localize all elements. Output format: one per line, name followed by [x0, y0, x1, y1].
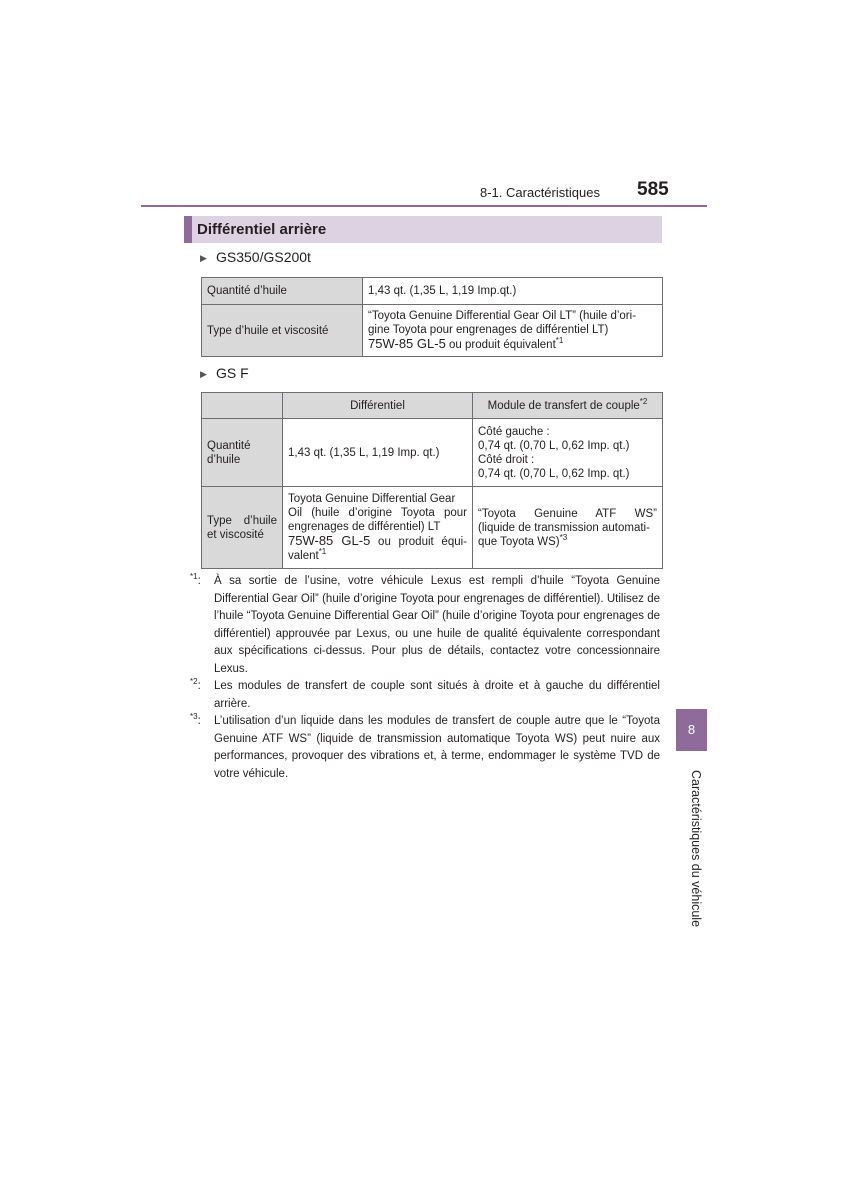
footnote-separator: :: [197, 680, 201, 692]
row-label-line: Quantité: [207, 439, 251, 452]
row-label-quantity: [202, 419, 283, 487]
col-header-module-label: Module de transfert de couple: [487, 399, 640, 412]
subheading-gs350: [200, 249, 311, 265]
header-rule: [141, 205, 707, 207]
footnote-separator: :: [197, 575, 201, 587]
row-label-quantity: Quantité d’huile: [202, 278, 363, 305]
type-diff-line: engrenages de différentiel) LT: [288, 521, 441, 533]
table-row: [202, 278, 663, 305]
type-diff-text: valent: [288, 550, 319, 562]
row-label-line: et viscosité: [207, 528, 264, 541]
footnote-ref: *2: [639, 396, 648, 406]
section-accent: [184, 216, 192, 243]
triangle-bullet-icon: ▶: [200, 253, 207, 263]
table-row: [202, 393, 663, 419]
viscosity-grade: 75W-85 GL-5: [368, 336, 446, 351]
type-diff-line: [288, 534, 467, 549]
row-label-oil-type: [202, 487, 283, 569]
table-row: [202, 305, 663, 357]
row-label-line: Type d’huile: [207, 514, 277, 527]
section-title: Différentiel arrière: [197, 221, 327, 238]
footnote-mark: [190, 573, 214, 591]
type-diff-text: ou produit équi-: [370, 536, 467, 548]
subheading-gs350-label: GS350/GS200t: [216, 249, 311, 265]
subheading-gsf: [200, 365, 249, 381]
type-module-text: que Toyota WS): [478, 535, 560, 548]
viscosity-grade: 75W-85 GL-5: [288, 533, 371, 548]
table-row: [202, 419, 663, 487]
chapter-tab[interactable]: 8: [676, 709, 707, 751]
type-diff-line: Oil (huile d’origine Toyota pour: [288, 507, 467, 519]
footnote-text: Les modules de transfert de couple sont situés à droite et à gauche du différentiel arrière.: [214, 680, 660, 710]
type-module: [473, 487, 663, 569]
gsf-spec-table: [201, 392, 663, 569]
corner-cell: [202, 393, 283, 419]
footnote-mark: [190, 678, 214, 696]
footnote-mark-ref: *2: [190, 677, 198, 687]
type-module-line: (liquide de transmission automati-: [478, 521, 650, 534]
footnotes: [190, 573, 660, 783]
col-header-module: [473, 393, 663, 419]
oil-type-line: [368, 337, 657, 352]
subheading-gsf-label: GS F: [216, 365, 249, 381]
qty-module-line: 0,74 qt. (0,70 L, 0,62 Imp. qt.): [478, 467, 630, 480]
type-diff-line: [288, 549, 467, 563]
footnote-3: [190, 713, 660, 783]
qty-module-line: Côté gauche :: [478, 425, 550, 438]
row-label-line: d’huile: [207, 453, 241, 466]
table-row: [202, 487, 663, 569]
footnote-text: À sa sortie de l’usine, votre véhicule Lexus est rempli d’huile “Toyota Genuine Differential Gear Oil” (huile d’origine Toyota pour engrenages de différentiel). Utilisez de l’huile “Toyota Genuine Differential Gear Oil” (huile d’origine Toyota pour engrenages de différentiel) approuvée par Lexus, ou une huile de qualité équivalente correspondant aux spécifications ci-dessus. Pour plus de détails, contactez votre concessionnaire Lexus.: [214, 575, 660, 675]
footnote-1: [190, 573, 660, 678]
triangle-bullet-icon: ▶: [200, 369, 207, 379]
footnote-separator: :: [197, 715, 201, 727]
qty-module: [473, 419, 663, 487]
footnote-2: [190, 678, 660, 713]
type-diff-line: Toyota Genuine Differential Gear: [288, 493, 456, 505]
oil-type-text: ou produit équivalent: [445, 339, 556, 351]
gs350-spec-table: [201, 277, 663, 357]
row-value-quantity: 1,43 qt. (1,35 L, 1,19 Imp.qt.): [363, 278, 663, 305]
footnote-ref: *1: [318, 547, 327, 557]
qty-module-line: 0,74 qt. (0,70 L, 0,62 Imp. qt.): [478, 439, 630, 452]
page-number: 585: [637, 179, 669, 200]
row-value-oil-type: [363, 305, 663, 357]
qty-differential: 1,43 qt. (1,35 L, 1,19 Imp. qt.): [283, 419, 473, 487]
oil-type-line: “Toyota Genuine Differential Gear Oil LT” (huile d’ori-: [368, 310, 637, 322]
qty-module-line: Côté droit :: [478, 453, 535, 466]
type-module-line: “Toyota Genuine ATF WS”: [478, 507, 657, 520]
footnote-mark-ref: *1: [190, 572, 198, 582]
col-header-differential: Différentiel: [283, 393, 473, 419]
footnote-mark-ref: *3: [190, 712, 198, 722]
running-header: 8-1. Caractéristiques: [480, 185, 600, 200]
footnote-text: L’utilisation d’un liquide dans les modules de transfert de couple autre que le “Toyota Genuine ATF WS” (liquide de transmission automatique Toyota WS) peut nuire aux performances, provoquer des vibrations et, à terme, endommager le système TVD de votre véhicule.: [214, 715, 660, 780]
footnote-mark: [190, 713, 214, 731]
type-differential: [283, 487, 473, 569]
row-label-oil-type: Type d’huile et viscosité: [202, 305, 363, 357]
oil-type-line: gine Toyota pour engrenages de différentiel LT): [368, 324, 609, 336]
footnote-ref: *3: [559, 532, 568, 542]
footnote-ref: *1: [555, 336, 564, 346]
type-module-line: [478, 532, 657, 549]
chapter-side-label: Caractéristiques du véhicule: [689, 770, 703, 928]
section-heading-bar: [184, 216, 662, 243]
